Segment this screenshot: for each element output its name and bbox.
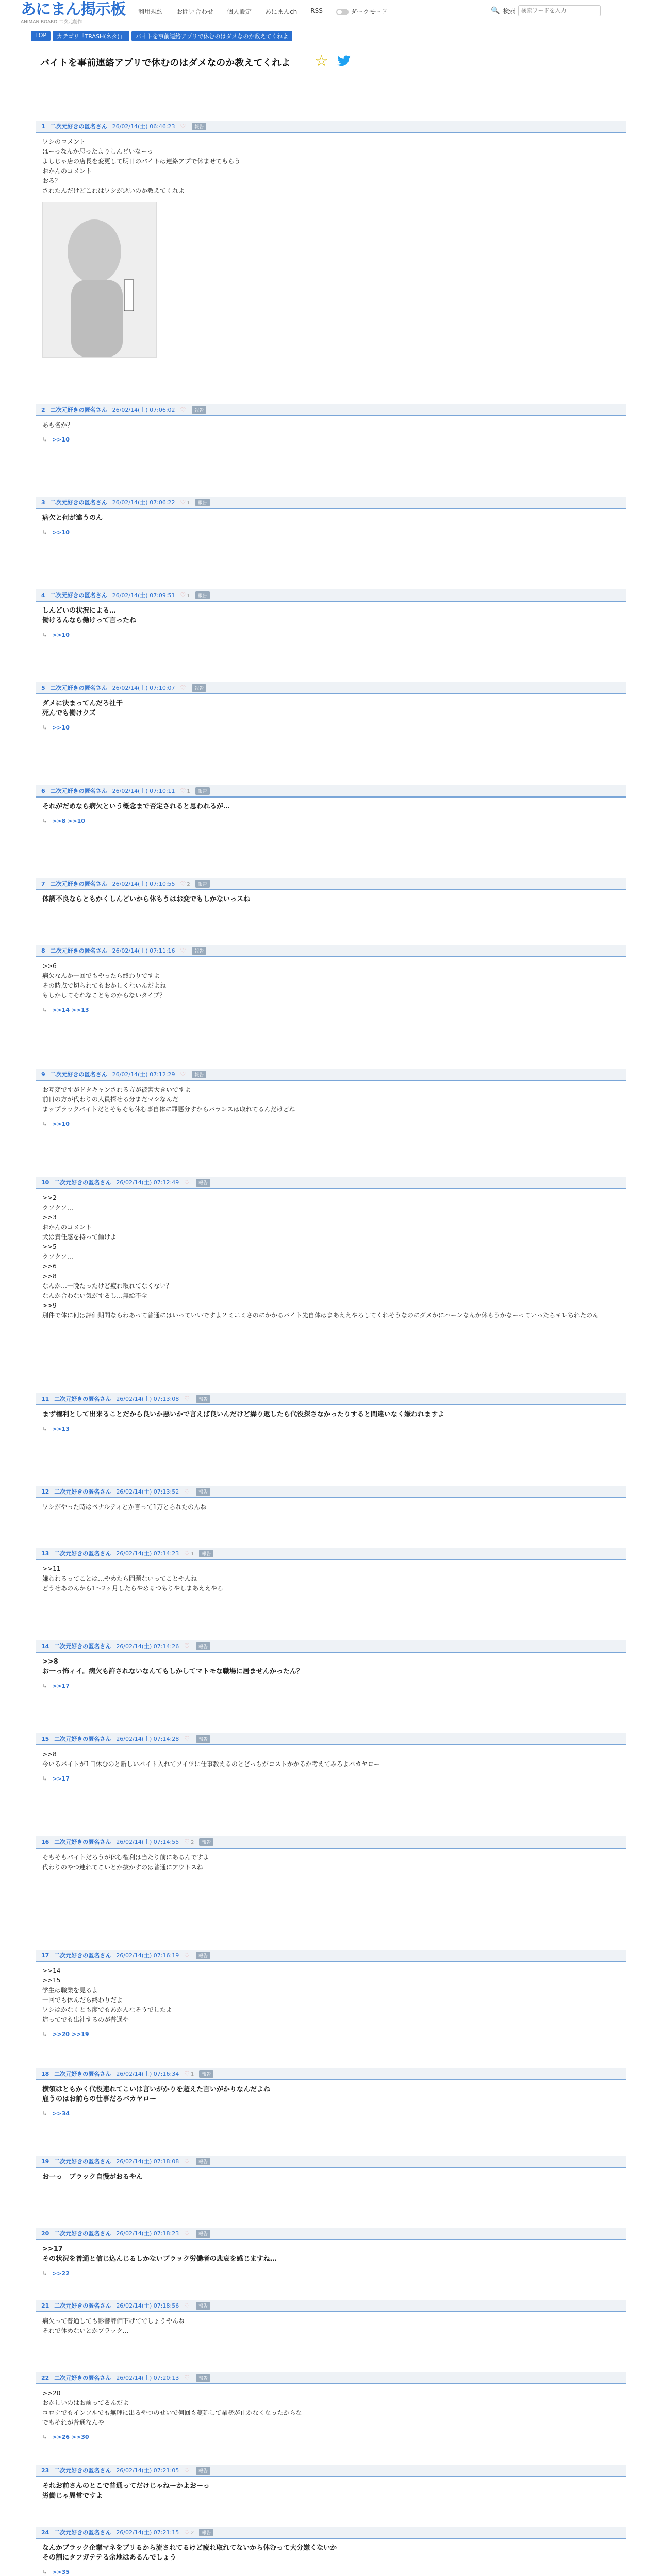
post-number[interactable]: 9 [41,1071,45,1078]
post-body: 体調不良ならともかくしんどいから休もうはお変でもしかないっスね [42,895,251,903]
post-number[interactable]: 8 [41,947,45,954]
post-header [36,785,626,798]
post-date: 26/02/14(土) 07:14:26 [116,1643,179,1650]
post-header [36,1548,626,1560]
post [36,878,626,908]
post [36,121,626,362]
report-button[interactable]: 報告 [196,2374,210,2382]
post-body: なんかブラック企業マネをブリるから流されてるけど疲れ取れてないから休むって大分嫌くないか その割にタフガテテる余地はあるんでしょう [42,2544,337,2562]
post [36,2372,626,2445]
post-header [36,878,626,890]
post-author: 二次元好きの匿名さん [54,2071,111,2077]
post [36,2527,626,2576]
post-header [36,589,626,602]
post-header [36,2156,626,2168]
post-body: そもそもバイトだろうが休む権利は当たり前にあるんですよ 代わりのやつ連れてこいとか抜かすのは普通にアウトスね [42,1854,210,1871]
post-number[interactable]: 12 [41,1488,49,1495]
like-button[interactable]: ♡ [184,2302,190,2309]
thread-title: バイトを事前連絡アプリで休むのはダメなのか教えてくれよ [40,58,291,69]
post-date: 26/02/14(土) 07:10:11 [112,788,175,794]
thread-panel [31,43,631,2576]
reply-icon[interactable]: ↳ [42,2569,47,2575]
post-number[interactable]: 15 [41,1735,49,1742]
report-button[interactable]: 報告 [192,1071,206,1078]
like-button[interactable]: ♡ [184,1179,190,1186]
post-body: >>11 嫌われるってことは…やめたら問題ないってことやんね どうせあのんから1〜2ヶ月したらやめるつもりやしまあええやろ [42,1565,224,1592]
post-number[interactable]: 4 [41,591,45,599]
like-count: 1 [190,2072,194,2077]
post [36,1548,626,1598]
post-replies [36,434,626,447]
report-button[interactable]: 報告 [199,1550,213,1557]
like-button[interactable]: ♡ 1 [184,1550,194,1557]
post-body: 病欠って普通しても影響評価下げてでしょうやんね それで休めないとかブラック… [42,2317,185,2334]
search-bar [491,5,601,16]
like-count: 2 [190,1840,194,1845]
post-author: 二次元好きの匿名さん [50,406,107,413]
reply-links[interactable]: >>10 [52,436,70,443]
reply-icon[interactable]: ↳ [42,1775,47,1782]
like-button[interactable]: ♡ [180,1071,186,1078]
post-body: 病欠と何が違うのん [42,514,103,522]
report-button[interactable]: 報告 [196,1395,210,1403]
report-button[interactable]: 報告 [196,1179,210,1187]
post [36,1950,626,2042]
like-button[interactable]: ♡ [180,123,186,130]
post [36,2156,626,2186]
post-body: >>8 今いるバイトが1日休むのと新しいバイト入れてソイツに仕事教えるのとどっちがコストかかるか考えてみろよバカヤロー [42,1751,380,1768]
post-author: 二次元好きの匿名さん [54,2467,111,2474]
like-button[interactable]: ♡ [184,1735,190,1742]
post-replies [36,1681,626,1693]
post-author: 二次元好きの匿名さん [50,1071,107,1078]
post-number[interactable]: 1 [41,123,45,130]
post-author: 二次元好きの匿名さん [54,1839,111,1845]
post-author: 二次元好きの匿名さん [50,880,107,887]
post-author: 二次元好きの匿名さん [50,592,107,599]
post-date: 26/02/14(土) 07:10:55 [112,880,175,887]
report-button[interactable]: 報告 [196,2158,210,2165]
post-author: 二次元好きの匿名さん [54,1550,111,1557]
top-nav [138,7,387,16]
post-number[interactable]: 3 [41,499,45,506]
post-header [36,2372,626,2384]
report-button[interactable]: 報告 [196,1488,210,1496]
reply-links[interactable]: >>8 >>10 [52,818,85,824]
reply-links[interactable]: >>13 [52,1426,70,1432]
post-header [36,2300,626,2312]
report-button[interactable]: 報告 [199,2529,213,2536]
post-date: 26/02/14(土) 07:18:08 [116,2158,179,2165]
post-number[interactable]: 6 [41,787,45,794]
post-author: 二次元好きの匿名さん [54,2529,111,2536]
post [36,1177,626,1325]
breadcrumb-category[interactable]: カテゴリ「TRASH(ネタ)」 [53,31,129,41]
post [36,1486,626,1516]
post-date: 26/02/14(土) 06:46:23 [112,123,175,130]
report-button[interactable]: 報告 [192,406,206,414]
post-date: 26/02/14(土) 07:12:49 [116,1179,179,1186]
post [36,1069,626,1131]
post-replies [36,1773,626,1786]
reply-links[interactable]: >>20 >>19 [52,2031,89,2038]
post-date: 26/02/14(土) 07:13:52 [116,1488,179,1495]
post-header [36,2527,626,2539]
post-date: 26/02/14(土) 07:11:16 [112,947,175,954]
like-count: 1 [187,500,190,506]
like-button[interactable]: ♡ [180,406,186,413]
post-header [36,121,626,133]
post-author: 二次元好きの匿名さん [50,499,107,506]
post-body: ワシがやった時はペナルティとか言って1万とられたのんね [42,1503,207,1511]
report-button[interactable]: 報告 [192,684,206,692]
reply-icon[interactable]: ↳ [42,436,47,443]
post-number[interactable]: 13 [41,1550,49,1557]
post-body: あも名か？ [42,421,74,429]
post-author: 二次元好きの匿名さん [54,1396,111,1402]
report-button[interactable]: 報告 [192,123,206,130]
reply-icon[interactable]: ↳ [42,1007,47,1013]
post-author: 二次元好きの匿名さん [54,2230,111,2237]
post-number[interactable]: 20 [41,2230,49,2237]
post-body: >>6 病欠なんか一回でもやったら終わりですよ その時点で切られてもおかしくないんだよね もしかしてそれなことものからないタイプ？ [42,962,167,999]
post-image[interactable] [42,202,157,358]
darkmode-label: ダークモード [350,8,388,15]
post-author: 二次元好きの匿名さん [50,788,107,794]
favorite-star-icon[interactable]: ☆ [315,52,328,70]
post-date: 26/02/14(土) 07:06:02 [112,406,175,413]
reply-icon[interactable]: ↳ [42,2434,47,2441]
reply-icon[interactable]: ↳ [42,2270,47,2277]
post-author: 二次元好きの匿名さん [54,2158,111,2165]
post-number[interactable]: 22 [41,2374,49,2381]
twitter-bird-icon[interactable] [336,54,352,68]
like-button[interactable]: ♡ [184,2158,190,2165]
post-body: >>17 その状況を普通と信じ込んじるしかないブラック労働者の悲哀を感じますね… [42,2245,277,2263]
post-body: >>2 クソクソ… >>3 おかんのコメント 犬は責任感を持って働けよ >>5 クソクソ… >>6 >>8 なんか…一晩たったけど疲れ取れてなくない？ なんか合わない気がするし…無給不全 >>9 別件で体に何は評価期間ならわあって普通にはいっていいですよ２ミニミさのにかかるバイト先自体はまあええやろしてくれそうなのにダメかにハーンなんか休もうかなーっていったらキレちれたのん [42,1194,599,1319]
site-header [0,0,662,26]
reply-links[interactable]: >>17 [52,1683,70,1689]
report-button[interactable]: 報告 [196,1642,210,1650]
post-body: ワシのコメント はーっなんか思ったよりしんどいなーっ よしじゃ店の店長を変更して明日のバイトは連絡アプで休ませてもらう おかんのコメント おる？ されたんだけどこれはワシが悪いのか教えてくれよ [42,138,241,194]
like-count: 2 [190,2530,194,2536]
post [36,589,626,642]
post-header [36,497,626,509]
like-button[interactable]: ♡ 2 [184,2529,194,2536]
post-number[interactable]: 16 [41,1838,49,1845]
nav-contact[interactable]: お問い合わせ [176,8,214,15]
reply-links[interactable]: >>35 [52,2569,70,2575]
nav-rss[interactable]: RSS [310,7,323,14]
post-date: 26/02/14(土) 07:14:23 [116,1550,179,1557]
reply-icon[interactable]: ↳ [42,1426,47,1432]
like-count: 1 [187,593,190,599]
post-replies [36,527,626,540]
like-button[interactable]: ♡ [184,2374,190,2381]
breadcrumb-top[interactable]: TOP [31,31,51,41]
post-number[interactable]: 19 [41,2158,49,2165]
nav-terms[interactable]: 利用規約 [138,8,163,15]
reply-icon[interactable]: ↳ [42,2031,47,2038]
post-number[interactable]: 18 [41,2070,49,2077]
post-header [36,1486,626,1498]
like-count: 2 [187,882,190,887]
like-button[interactable]: ♡ [184,1642,190,1650]
like-button[interactable]: ♡ 2 [180,880,190,887]
report-button[interactable]: 報告 [195,880,210,888]
post-number[interactable]: 2 [41,406,45,413]
like-button[interactable]: ♡ [184,2467,190,2474]
post-replies [36,630,626,642]
like-count: 1 [190,1551,194,1557]
reply-links[interactable]: >>10 [52,1121,70,1127]
site-title: あにまん掲示板 [21,1,125,19]
reply-links[interactable]: >>10 [52,724,70,731]
like-button[interactable]: ♡ [184,1395,190,1402]
post-number[interactable]: 21 [41,2302,49,2309]
post [36,1393,626,1436]
post-author: 二次元好きの匿名さん [54,1643,111,1650]
nav-settings[interactable]: 個人設定 [227,8,252,15]
post-replies [36,1118,626,1131]
post [36,682,626,735]
post-author: 二次元好きの匿名さん [54,1952,111,1959]
post [36,1733,626,1786]
post [36,1640,626,1693]
post-header [36,2465,626,2477]
portrait-image-icon [43,202,156,357]
post-header [36,404,626,416]
post [36,2068,626,2121]
post-date: 26/02/14(土) 07:21:05 [116,2467,179,2474]
post-header [36,1733,626,1745]
reply-icon[interactable]: ↳ [42,724,47,731]
post [36,2465,626,2505]
reply-icon[interactable]: ↳ [42,818,47,824]
reply-links[interactable]: >>10 [52,632,70,638]
post-author: 二次元好きの匿名さん [54,1488,111,1495]
post-body: お互変ですがドタキャンされる方が被害大きいですよ 前日の方が代わりの人員探せる分まだマシなんだ まップラックバイトだとそもそも休む事自体に罪悪分すからバランスは取れてるんだけどね [42,1086,295,1113]
report-button[interactable]: 報告 [195,591,210,599]
reply-links[interactable]: >>10 [52,529,70,536]
like-count: 1 [187,789,190,794]
post-header [36,1640,626,1653]
post-header [36,682,626,694]
post-body: まず権利として出来ることだから良いか悪いかで言えば良いんだけど繰り返したら代役探さなかったりすると間違いなく嫌われますよ [42,1411,445,1418]
search-icon[interactable]: 🔍 [491,7,500,15]
site-logo[interactable] [21,2,125,25]
post-replies [36,2029,626,2042]
search-input[interactable] [518,5,601,16]
darkmode-toggle[interactable] [336,9,349,15]
post [36,1836,626,1876]
like-button[interactable]: ♡ [184,2230,190,2237]
post-header [36,1950,626,1962]
post-date: 26/02/14(土) 07:21:15 [116,2529,179,2536]
reply-icon[interactable]: ↳ [42,2110,47,2117]
like-button[interactable]: ♡ 2 [184,1838,194,1845]
reply-links[interactable]: >>14 >>13 [52,1007,89,1013]
post-number[interactable]: 5 [41,684,45,691]
post-date: 26/02/14(土) 07:10:07 [112,685,175,691]
report-button[interactable]: 報告 [195,787,210,795]
like-button[interactable]: ♡ [184,1488,190,1495]
breadcrumb-thread[interactable]: バイトを事前連絡アプリで休むのはダメなのか教えてくれよ [131,31,293,41]
nav-darkmode[interactable] [336,7,388,16]
like-button[interactable]: ♡ [180,947,186,954]
report-button[interactable]: 報告 [199,1838,213,1846]
post-replies [36,2108,626,2121]
post [36,2228,626,2281]
post-number[interactable]: 24 [41,2529,49,2536]
reply-links[interactable]: >>22 [52,2270,70,2277]
reply-links[interactable]: >>34 [52,2110,70,2117]
post-replies [36,816,626,828]
post-replies [36,2567,626,2576]
post-body: お一っ ブラック自慢がおるやん [42,2173,143,2181]
post-date: 26/02/14(土) 07:14:28 [116,1736,179,1742]
post-header [36,2228,626,2240]
reply-icon[interactable]: ↳ [42,632,47,638]
post-header [36,1393,626,1405]
report-button[interactable]: 報告 [196,1952,210,1959]
post-author: 二次元好きの匿名さん [54,2375,111,2381]
post-number[interactable]: 23 [41,2467,49,2474]
post-replies [36,1423,626,1436]
post-body: >>8 お一っ怖ィイ。病欠も許されないなんてもしかしてマトモな職場に居ませんかったん？ [42,1658,303,1675]
post-author: 二次元好きの匿名さん [50,947,107,954]
post-date: 26/02/14(土) 07:14:55 [116,1839,179,1845]
post-body: 横領はともかく代役連れてこいは言いがかりを超えた言いがかりなんだよね 雇うのはお前らの仕事だろバカヤロー [42,2086,271,2103]
report-button[interactable]: 報告 [196,2302,210,2310]
like-button[interactable]: ♡ 1 [184,2070,194,2077]
post [36,2300,626,2340]
report-button[interactable]: 報告 [199,2070,213,2078]
like-button[interactable]: ♡ [184,1952,190,1959]
like-button[interactable]: ♡ 1 [180,591,190,599]
like-button[interactable]: ♡ 1 [180,787,190,794]
post-date: 26/02/14(土) 07:13:08 [116,1396,179,1402]
reply-icon[interactable]: ↳ [42,529,47,536]
post-number[interactable]: 14 [41,1642,49,1650]
nav-animanch[interactable]: あにまんch [265,8,297,15]
post-date: 26/02/14(土) 07:06:22 [112,499,175,506]
like-button[interactable]: ♡ [180,684,186,691]
post-date: 26/02/14(土) 07:20:13 [116,2375,179,2381]
post-author: 二次元好きの匿名さん [54,2302,111,2309]
post-header [36,2068,626,2080]
post-replies [36,2432,626,2445]
post-header [36,1836,626,1849]
post [36,945,626,1018]
report-button[interactable]: 報告 [192,947,206,955]
report-button[interactable]: 報告 [195,499,210,506]
post-replies [36,722,626,735]
report-button[interactable]: 報告 [196,2467,210,2475]
post-body: それがだめなら病欠という概念まで否定されると思われるが… [42,803,230,810]
post-date: 26/02/14(土) 07:18:23 [116,2230,179,2237]
reply-icon[interactable]: ↳ [42,1683,47,1689]
reply-links[interactable]: >>26 >>30 [52,2434,89,2441]
post [36,785,626,828]
post [36,404,626,447]
post-body: >>14 >>15 学生は職業を見るよ 一回でも休んだら終わりだよ ワシはかなくとも度でもあかんなそうでしたよ 這ってでも出社するのが普通や [42,1967,173,2023]
reply-links[interactable]: >>17 [52,1775,70,1782]
reply-icon[interactable]: ↳ [42,1121,47,1127]
post-body: >>20 おかしいのはお前ってるんだよ コロナでもインフルでも無理に出るやつのせいで何回も蔓延して業務が止かなくなったからな でもそれが普通なんや [42,2389,302,2426]
post-header [36,1069,626,1081]
post-number[interactable]: 17 [41,1952,49,1959]
post-body: ダメに決まってんだろ社干 死んでも働けクズ [42,700,123,717]
report-button[interactable]: 報告 [196,2230,210,2238]
post-author: 二次元好きの匿名さん [50,123,107,130]
post-header [36,1177,626,1189]
post-number[interactable]: 10 [41,1179,49,1186]
post-author: 二次元好きの匿名さん [50,685,107,691]
post-replies [36,1005,626,1018]
post-number[interactable]: 7 [41,880,45,887]
post-date: 26/02/14(土) 07:12:29 [112,1071,175,1078]
post-replies [36,2268,626,2281]
post-author: 二次元好きの匿名さん [54,1179,111,1186]
post-date: 26/02/14(土) 07:09:51 [112,592,175,599]
post-date: 26/02/14(土) 07:16:34 [116,2071,179,2077]
report-button[interactable]: 報告 [196,1735,210,1743]
like-button[interactable]: ♡ 1 [180,499,190,506]
post-date: 26/02/14(土) 07:16:19 [116,1952,179,1959]
post-header [36,945,626,957]
post-author: 二次元好きの匿名さん [54,1736,111,1742]
post-date: 26/02/14(土) 07:18:56 [116,2302,179,2309]
post-body: それお前さんのとこで普通ってだけじゃねーかよおーっ 労働じゃ異常ですよ [42,2482,210,2500]
site-subtitle: ANIMAN BOARD 二次元創作 [21,20,82,25]
post-number[interactable]: 11 [41,1395,49,1402]
post-body: しんどいの状況による… 働けるんなら働けって言ったね [42,607,137,624]
post [36,497,626,540]
breadcrumb [31,31,292,41]
search-label: 検索 [503,7,516,15]
